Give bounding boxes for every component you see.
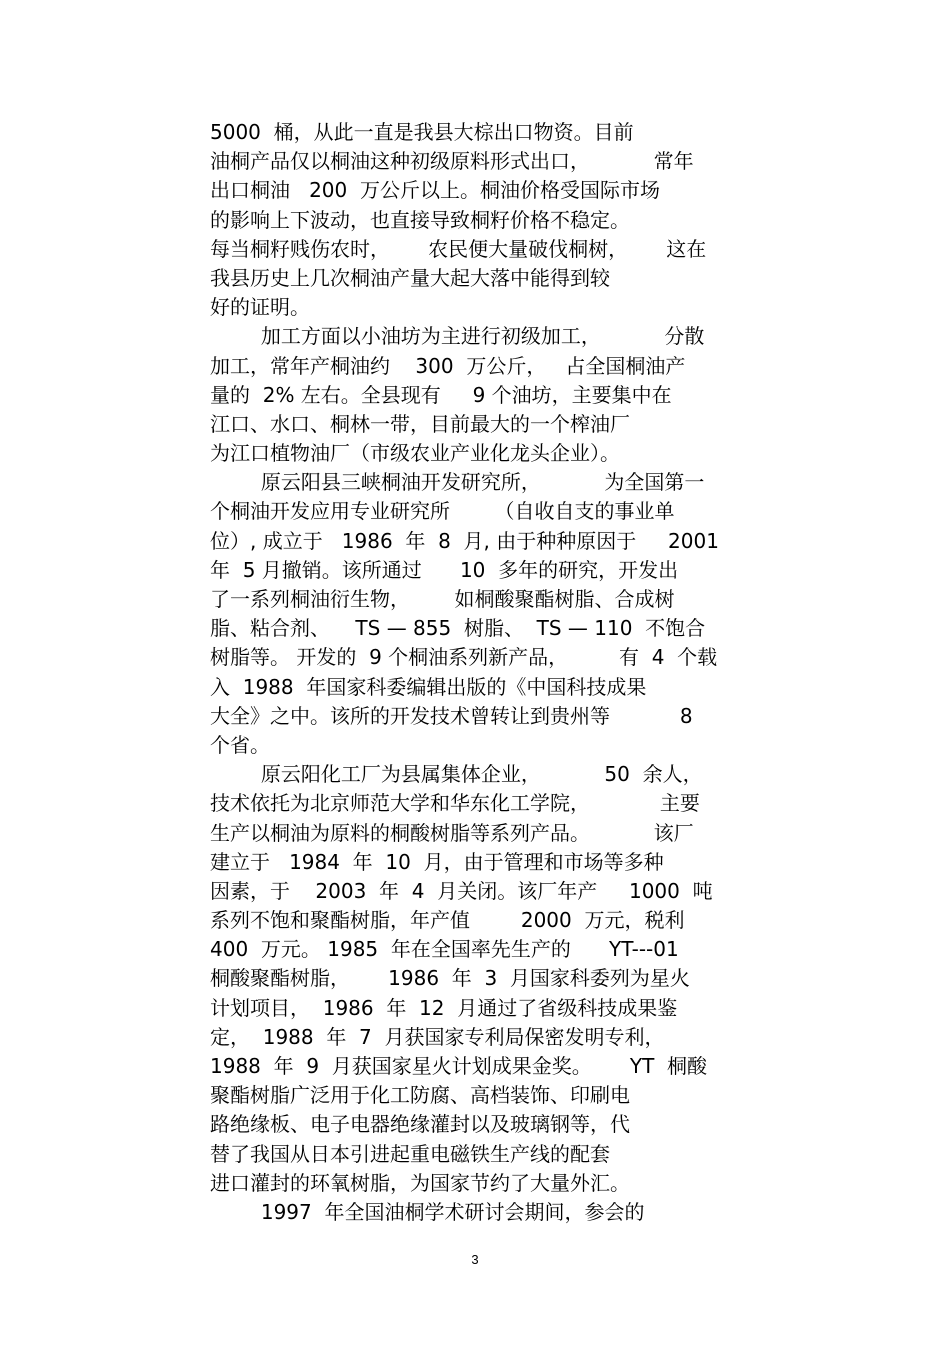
text-line: 定， 1988 年 7 月获国家专利局保密发明专利， — [210, 1024, 665, 1049]
text-line: 加工方面以小油坊为主进行初级加工， 分散 — [210, 324, 705, 349]
text-line: 加工，常年产桐油约 300 万公斤， 占全国桐油产 — [210, 353, 686, 378]
text-line: 原云阳化工厂为县属集体企业， 50 余人， — [210, 762, 703, 787]
text-line: 个省。 — [210, 732, 270, 757]
text-line: 桐酸聚酯树脂， 1986 年 3 月国家科委列为星火 — [210, 966, 690, 991]
text-line: 个桐油开发应用专业研究所 （自收自支的事业单 — [210, 499, 675, 524]
text-line: 量的 2% 左右。全县现有 9 个油坊，主要集中在 — [210, 382, 672, 407]
text-line: 400 万元。 1985 年在全国率先生产的 YT---01 — [210, 937, 679, 962]
text-line: 因素，于 2003 年 4 月关闭。该厂年产 1000 吨 — [210, 878, 713, 903]
text-line: 技术依托为北京师范大学和华东化工学院， 主要 — [210, 791, 700, 816]
text-line: 聚酯树脂广泛用于化工防腐、高档装饰、印刷电 — [210, 1083, 630, 1108]
text-line: 出口桐油 200 万公斤以上。桐油价格受国际市场 — [210, 178, 660, 203]
text-line: 原云阳县三峡桐油开发研究所， 为全国第一 — [210, 470, 705, 495]
text-line: 路绝缘板、电子电器绝缘灌封以及玻璃钢等，代 — [210, 1112, 630, 1137]
text-line: 替了我国从日本引进起重电磁铁生产线的配套 — [210, 1141, 610, 1166]
text-line: 1997 年全国油桐学术研讨会期间，参会的 — [210, 1199, 645, 1224]
page-number: 3 — [471, 1252, 479, 1267]
body-text — [210, 118, 750, 1227]
text-line: 我县历史上几次桐油产量大起大落中能得到较 — [210, 265, 610, 290]
text-line: 进口灌封的环氧树脂，为国家节约了大量外汇。 — [210, 1170, 630, 1195]
text-line: 生产以桐油为原料的桐酸树脂等系列产品。 该厂 — [210, 820, 694, 845]
text-line: 树脂等。 开发的 9 个桐油系列新产品， 有 4 个载 — [210, 645, 718, 670]
text-line: 系列不饱和聚酯树脂，年产值 2000 万元，税利 — [210, 908, 685, 933]
text-line: 5000 桶，从此一直是我县大棕出口物资。目前 — [210, 120, 634, 144]
text-line: 江口、水口、桐林一带，目前最大的一个榨油厂 — [210, 411, 630, 436]
text-line: 的影响上下波动，也直接导致桐籽价格不稳定。 — [210, 207, 630, 232]
text-line: 位）, 成立于 1986 年 8 月, 由于种种原因于 2001 — [210, 528, 719, 553]
text-line: 计划项目， 1986 年 12 月通过了省级科技成果鉴 — [210, 995, 678, 1020]
text-line: 为江口植物油厂（市级农业产业化龙头企业）。 — [210, 441, 620, 466]
text-line: 1988 年 9 月获国家星火计划成果金奖。 YT 桐酸 — [210, 1054, 708, 1078]
text-line: 每当桐籽贱伤农时， 农民便大量破伐桐树， 这在 — [210, 236, 707, 261]
text-line: 建立于 1984 年 10 月，由于管理和市场等多种 — [210, 849, 664, 874]
text-line: 入 1988 年国家科委编辑出版的《中国科技成果 — [210, 674, 647, 699]
text-line: 大全》之中。该所的开发技术曾转让到贵州等 8 — [210, 703, 693, 728]
text-line: 油桐产品仅以桐油这种初级原料形式出口， 常年 — [210, 149, 694, 174]
text-line: 了一系列桐油衍生物， 如桐酸聚酯树脂、合成树 — [210, 587, 675, 611]
text-line: 年 5 月撤销。该所通过 10 多年的研究，开发出 — [210, 557, 679, 582]
text-line: 脂、粘合剂、 TS — 855 树脂、 TS — 110 不饱合 — [210, 616, 706, 641]
text-line: 好的证明。 — [210, 295, 310, 320]
